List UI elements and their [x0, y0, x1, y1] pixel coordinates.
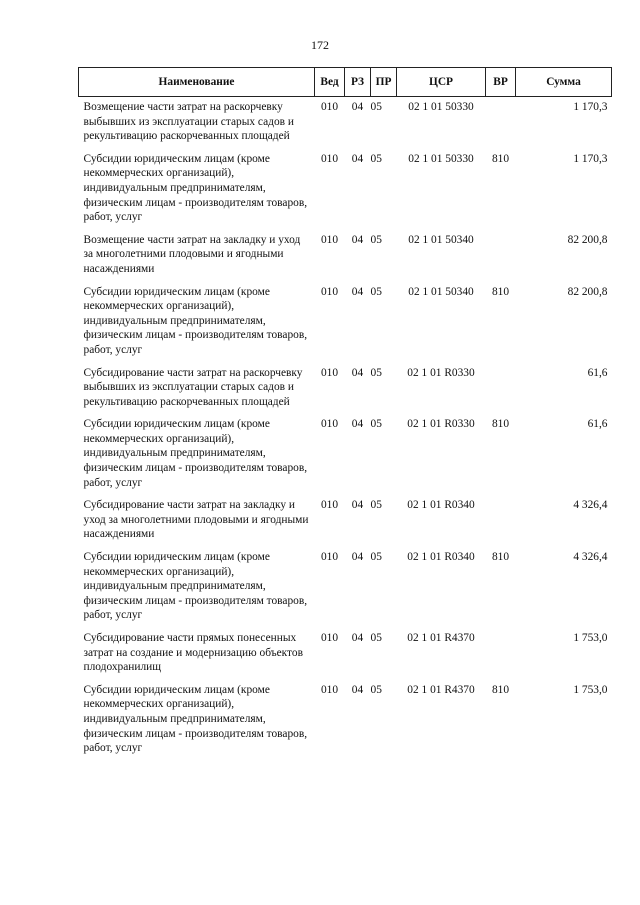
row-name: Субсидирование части прямых понесенных затрат на создание и модернизацию объектов плодохранилищ — [83, 632, 303, 674]
row-ved: 010 — [320, 233, 339, 246]
row-csr: 02 1 01 R4370 — [407, 632, 475, 644]
row-name: Субсидии юридическим лицам (кроме некоммерческих организаций), индивидуальным предпринимателям, физическим лицам - производителям товаров, работ, услуг — [83, 285, 308, 356]
row-pr: 05 — [370, 366, 382, 379]
row-csr: 02 1 01 50330 — [408, 101, 474, 113]
row-pr: 05 — [370, 683, 382, 696]
row-sum: 1 753,0 — [573, 683, 608, 696]
row-ved: 010 — [320, 418, 339, 431]
row-csr: 02 1 01 50330 — [408, 152, 474, 165]
table-row — [79, 97, 612, 149]
row-sum: 82 200,8 — [567, 285, 608, 298]
row-rz: 04 — [351, 632, 364, 644]
row-vr — [486, 628, 516, 680]
row-pr: 05 — [370, 101, 382, 113]
row-csr: 02 1 01 R0340 — [407, 551, 475, 564]
header-vr: ВР — [486, 68, 516, 97]
row-ved: 010 — [320, 499, 339, 512]
row-pr: 05 — [370, 418, 382, 431]
row-vr: 810 — [491, 285, 510, 298]
row-name: Субсидии юридическим лицам (кроме некоммерческих организаций), индивидуальным предпринимателям, физическим лицам - производителям товаров, работ, услуг — [83, 551, 308, 622]
row-rz: 04 — [351, 418, 364, 431]
row-sum: 1 170,3 — [573, 152, 608, 165]
row-pr: 05 — [370, 233, 382, 246]
row-vr — [486, 363, 516, 415]
header-rz: РЗ — [345, 68, 371, 97]
header-sum: Сумма — [516, 68, 612, 97]
row-vr: 810 — [491, 418, 510, 431]
table-row — [79, 414, 612, 495]
row-name: Субсидирование части затрат на раскорчевку выбывших из эксплуатации старых садов и рекультивацию раскорчеванных площадей — [83, 366, 303, 408]
row-ved: 010 — [320, 632, 339, 644]
row-rz: 04 — [351, 551, 364, 564]
table-row — [79, 149, 612, 230]
row-pr: 05 — [370, 499, 382, 512]
row-ved: 010 — [320, 152, 339, 165]
table-row — [79, 547, 612, 628]
row-sum: 1 170,3 — [573, 101, 608, 113]
header-name: Наименование — [79, 68, 315, 97]
header-csr: ЦСР — [397, 68, 486, 97]
row-sum: 61,6 — [587, 418, 608, 431]
row-pr: 05 — [370, 152, 382, 165]
row-name: Субсидии юридическим лицам (кроме некоммерческих организаций), индивидуальным предпринимателям, физическим лицам - производителям товаров, работ, услуг — [83, 152, 308, 224]
row-name: Субсидии юридическим лицам (кроме некоммерческих организаций), индивидуальным предпринимателям, физическим лицам - производителям товаров, работ, услуг — [83, 418, 308, 489]
row-pr: 05 — [370, 285, 382, 298]
row-vr — [486, 495, 516, 547]
row-sum: 1 753,0 — [573, 632, 608, 644]
row-rz: 04 — [351, 101, 364, 113]
row-vr — [486, 97, 516, 149]
table-row — [79, 680, 612, 761]
row-rz: 04 — [351, 499, 364, 512]
table-row — [79, 282, 612, 363]
row-name: Субсидии юридическим лицам (кроме некоммерческих организаций), индивидуальным предпринимателям, физическим лицам - производителям товаров, работ, услуг — [83, 683, 308, 755]
header-pr: ПР — [371, 68, 397, 97]
row-ved: 010 — [320, 101, 339, 113]
row-csr: 02 1 01 R0330 — [407, 418, 475, 431]
row-sum: 61,6 — [587, 366, 608, 379]
row-name: Субсидирование части затрат на закладку и уход за многолетними плодовыми и ягодными насаждениями — [83, 499, 309, 541]
table-row — [79, 628, 612, 680]
row-vr — [486, 230, 516, 282]
row-rz: 04 — [351, 233, 364, 246]
table-row — [79, 363, 612, 415]
row-csr: 02 1 01 R0340 — [407, 499, 475, 512]
row-sum: 82 200,8 — [567, 233, 608, 246]
row-csr: 02 1 01 50340 — [408, 285, 474, 298]
row-ved: 010 — [320, 551, 339, 564]
table-row — [79, 495, 612, 547]
row-vr: 810 — [491, 551, 510, 564]
row-rz: 04 — [351, 285, 364, 298]
table-row — [79, 230, 612, 282]
row-csr: 02 1 01 R4370 — [407, 683, 475, 696]
row-sum: 4 326,4 — [573, 499, 608, 512]
row-pr: 05 — [370, 551, 382, 564]
row-sum: 4 326,4 — [573, 551, 608, 564]
row-vr: 810 — [491, 152, 510, 165]
row-rz: 04 — [351, 366, 364, 379]
row-ved: 010 — [320, 366, 339, 379]
row-vr: 810 — [491, 683, 510, 696]
row-name: Возмещение части затрат на закладку и уход за многолетними плодовыми и ягодными насаждениями — [83, 233, 301, 275]
row-pr: 05 — [370, 632, 382, 644]
row-name: Возмещение части затрат на раскорчевку выбывших из эксплуатации старых садов и рекультивацию раскорчеванных площадей — [83, 101, 294, 143]
header-ved: Вед — [315, 68, 345, 97]
table-header-row — [79, 68, 612, 97]
row-rz: 04 — [351, 152, 364, 165]
row-ved: 010 — [320, 285, 339, 298]
budget-table — [78, 67, 612, 761]
row-csr: 02 1 01 R0330 — [407, 366, 475, 379]
page-number: 172 — [311, 38, 329, 52]
row-ved: 010 — [320, 683, 339, 696]
row-csr: 02 1 01 50340 — [408, 233, 474, 246]
row-rz: 04 — [351, 683, 364, 696]
